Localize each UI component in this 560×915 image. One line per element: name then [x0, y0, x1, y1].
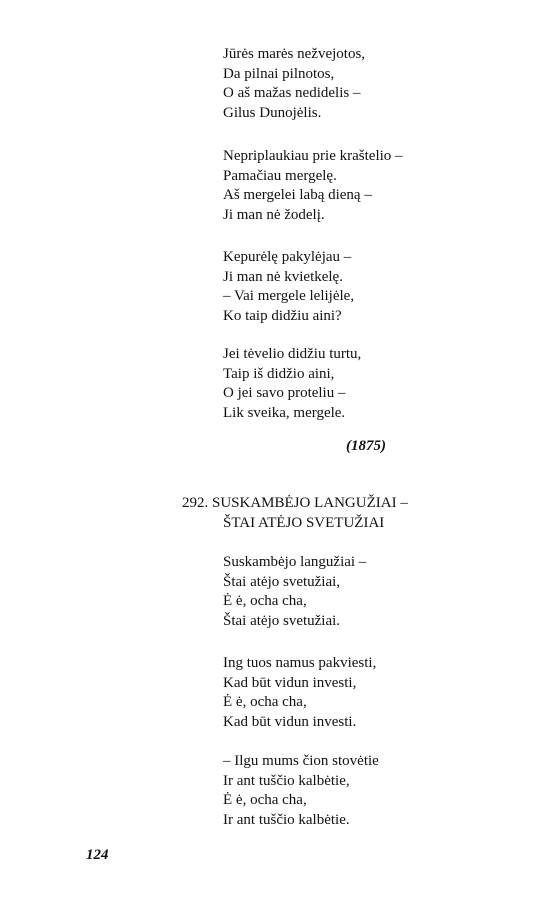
poem-number: 292.	[182, 495, 209, 511]
verse-line: Lik sveika, mergele.	[223, 404, 346, 421]
page-number: 124	[86, 847, 109, 863]
verse-line: Aš mergelei labą dieną –	[223, 187, 372, 203]
stanza	[223, 553, 366, 631]
stanza	[223, 45, 365, 123]
verse-line: O aš mažas nedidelis –	[223, 85, 361, 101]
verse-line: Taip iš didžio aini,	[223, 365, 335, 382]
verse-line: Ing tuos namus pakviesti,	[223, 655, 377, 671]
poem-year: (1875)	[346, 438, 386, 454]
verse-line: Da pilnai pilnotos,	[223, 65, 335, 82]
verse-line: Štai atėjo svetužiai,	[223, 573, 341, 590]
verse-line: Štai atėjo svetužiai.	[223, 612, 341, 629]
verse-line: Nepriplaukiau prie kraštelio –	[223, 148, 403, 164]
poem-title-line-2: ŠTAI ATĖJO SVETUŽIAI	[223, 515, 385, 531]
poem-title-line-1: SUSKAMBĖJO LANGUŽIAI –	[212, 495, 408, 511]
verse-line: Kepurėlę pakylėjau –	[223, 249, 352, 265]
verse-line: – Ilgu mums čion stovėtie	[223, 753, 379, 769]
verse-line: Ir ant tuščio kalbėtie,	[223, 772, 350, 789]
verse-line: Jei tėvelio didžiu turtu,	[223, 346, 362, 362]
verse-line: Ir ant tuščio kalbėtie.	[223, 811, 350, 828]
poem-heading-line-1	[182, 493, 408, 513]
verse-line: Gilus Dunojėlis.	[223, 104, 322, 121]
verse-line: – Vai mergele lelijėle,	[223, 288, 355, 304]
verse-line: Ji man nė žodelį.	[223, 206, 325, 223]
verse-line: Ė ė, ocha cha,	[223, 792, 307, 808]
verse-line: Ko taip didžiu aini?	[223, 307, 342, 324]
stanza	[223, 147, 403, 225]
stanza	[223, 654, 376, 732]
verse-line: Kad būt vidun investi.	[223, 713, 357, 730]
verse-line: Ji man nė kvietkelę.	[223, 268, 343, 285]
verse-line: O jei savo proteliu –	[223, 385, 346, 401]
verse-line: Suskambėjo langužiai –	[223, 554, 367, 570]
verse-line: Ė ė, ocha cha,	[223, 694, 307, 710]
poem-heading	[182, 493, 408, 533]
verse-line: Kad būt vidun investi,	[223, 674, 357, 691]
stanza	[223, 752, 379, 830]
stanza	[223, 345, 361, 423]
verse-line: Ė ė, ocha cha,	[223, 593, 307, 609]
verse-line: Pamačiau mergelę.	[223, 167, 337, 184]
verse-line: Jūrės marės nežvejotos,	[223, 46, 366, 62]
stanza	[223, 248, 354, 326]
